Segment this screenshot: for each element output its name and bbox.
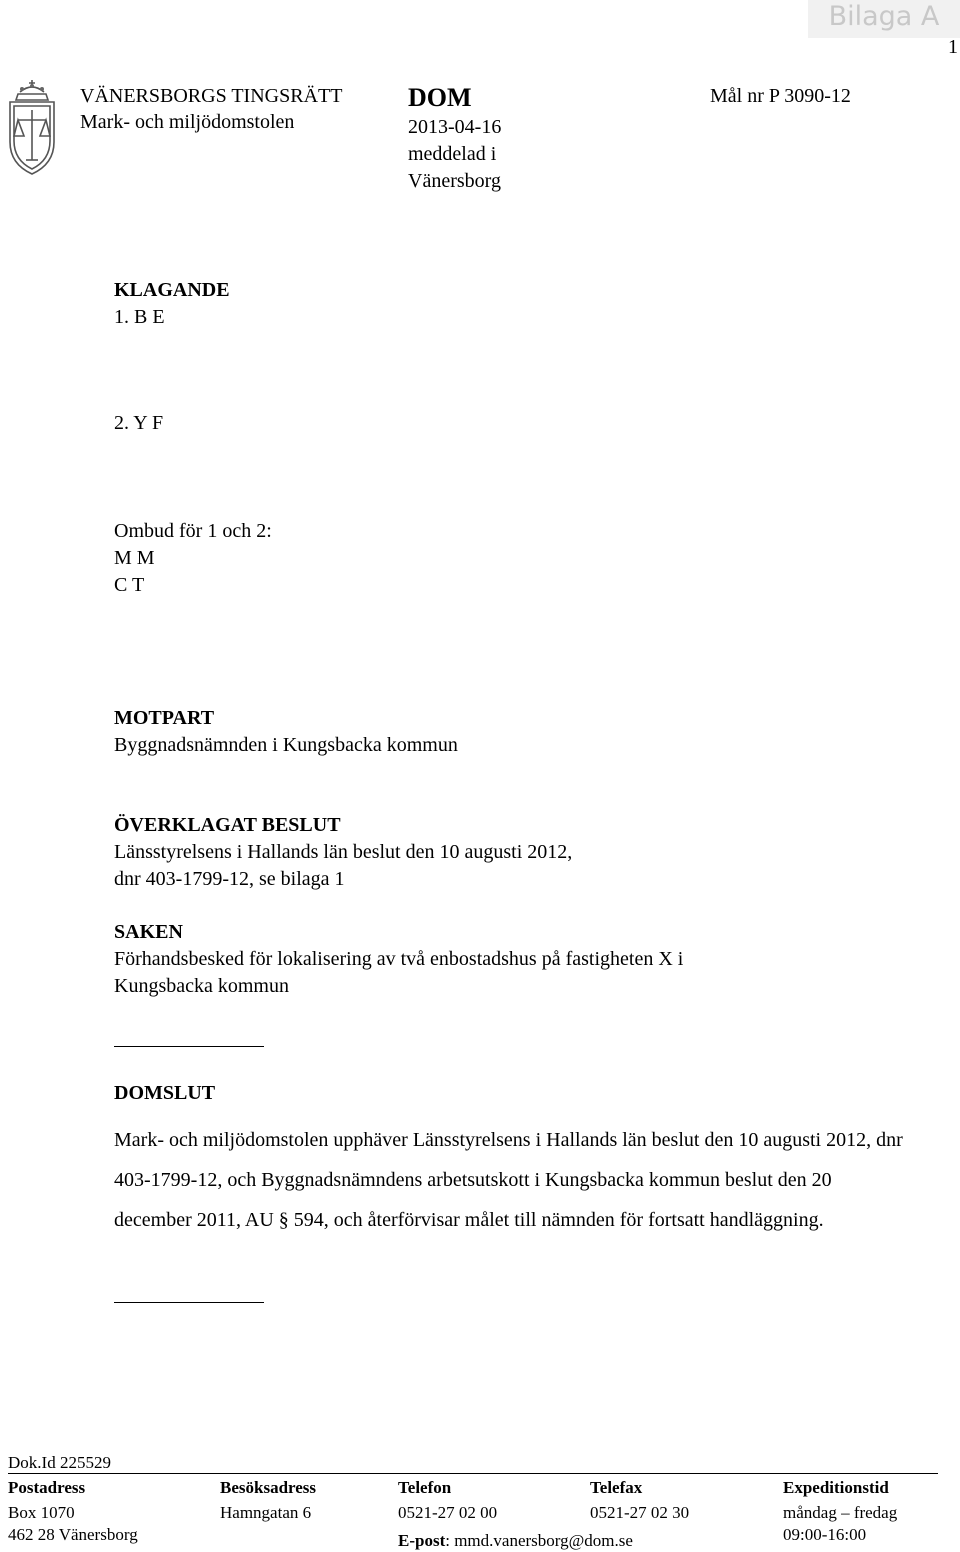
judgment-text: Mark- och miljödomstolen upphäver Länsstyrelsens i Hallands län beslut den 10 augusti 2012, dnr 403-1799-12, och Byggnadsnämndens arbetsutskott i Kungsbacka kommun beslut den 20 december 2011, AU § 594, och återförvisar målet till nämnden för fortsatt handläggning. [114, 1129, 903, 1231]
document-id: Dok.Id 225529 [8, 1453, 111, 1472]
email-address[interactable]: : mmd.vanersborg@dom.se [445, 1531, 633, 1550]
postal-address-line-2: 462 28 Vänersborg [8, 1525, 138, 1544]
footer-rule [8, 1473, 938, 1474]
page-number: 1 [948, 36, 958, 58]
separator-line [114, 1302, 264, 1303]
document-type: DOM [408, 83, 472, 112]
counsel-heading: Ombud för 1 och 2: [114, 520, 272, 542]
annex-label: Bilaga A [808, 0, 960, 38]
matter-line-1: Förhandsbesked för lokalisering av två enbostadshus på fastigheten X i [114, 948, 684, 970]
office-hours-days: måndag – fredag [783, 1503, 898, 1522]
phone-number: 0521-27 02 00 [398, 1503, 498, 1522]
court-division: Mark- och miljödomstolen [80, 111, 295, 133]
appellant-1: 1. B E [114, 306, 165, 328]
court-name: VÄNERSBORGS TINGSRÄTT [80, 85, 343, 107]
matter-heading: SAKEN [114, 921, 183, 943]
appealed-decision-line-1: Länsstyrelsens i Hallands län beslut den 10 augusti 2012, [114, 841, 573, 863]
postal-address-heading: Postadress [8, 1478, 86, 1497]
appealed-decision-line-2: dnr 403-1799-12, se bilaga 1 [114, 868, 345, 890]
fax-number: 0521-27 02 30 [590, 1503, 690, 1522]
appealed-decision-heading: ÖVERKLAGAT BESLUT [114, 814, 341, 836]
appellant-2: 2. Y F [114, 412, 164, 434]
delivered-in-label: meddelad i [408, 143, 497, 165]
phone-heading: Telefon [398, 1478, 452, 1497]
visiting-address: Hamngatan 6 [220, 1503, 312, 1522]
court-emblem-icon [2, 80, 62, 178]
office-hours-time: 09:00-16:00 [783, 1525, 867, 1544]
judgment-heading: DOMSLUT [114, 1082, 216, 1104]
matter-line-2: Kungsbacka kommun [114, 975, 289, 997]
judgment-date: 2013-04-16 [408, 116, 502, 138]
delivered-place: Vänersborg [408, 170, 501, 192]
counsel-2: C T [114, 574, 145, 596]
fax-heading: Telefax [590, 1478, 643, 1497]
visiting-address-heading: Besöksadress [220, 1478, 317, 1497]
case-number: Mål nr P 3090-12 [710, 85, 851, 107]
email-line [398, 1530, 633, 1552]
email-label: E-post [398, 1531, 446, 1550]
appellant-heading: KLAGANDE [114, 279, 230, 301]
office-hours-heading: Expeditionstid [783, 1478, 889, 1497]
respondent-heading: MOTPART [114, 707, 215, 729]
counsel-1: M M [114, 547, 155, 569]
postal-address-line-1: Box 1070 [8, 1503, 75, 1522]
separator-line [114, 1046, 264, 1047]
respondent: Byggnadsnämnden i Kungsbacka kommun [114, 734, 458, 756]
